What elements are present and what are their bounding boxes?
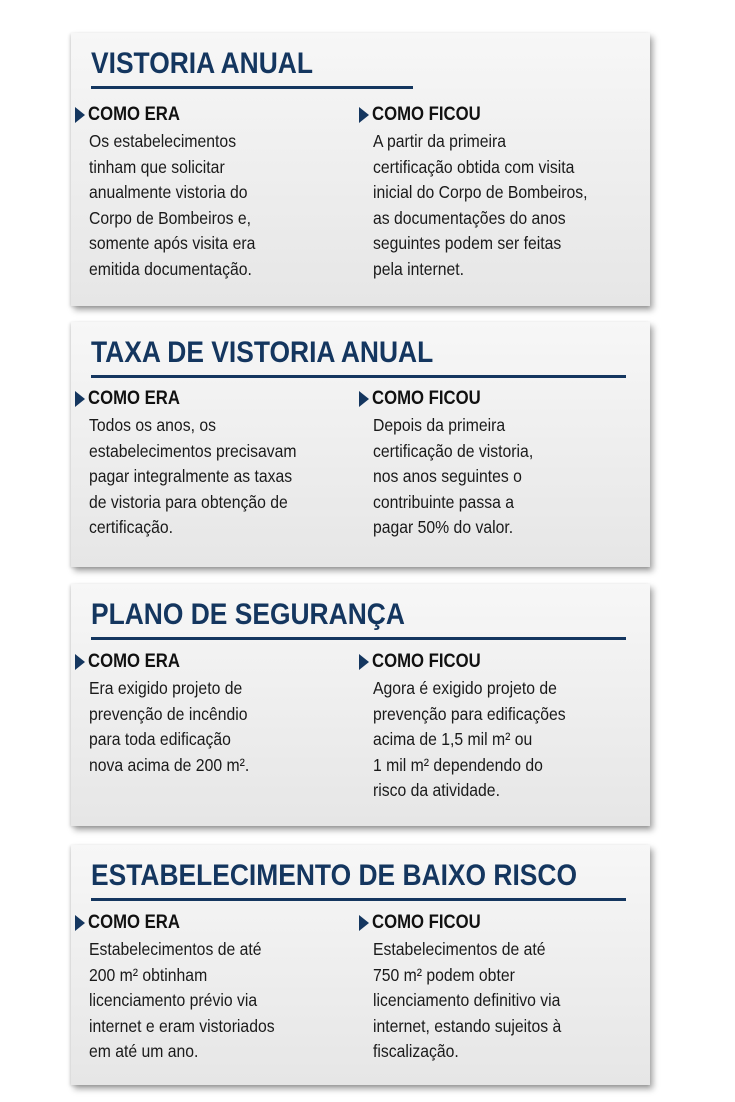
before-column [75, 650, 345, 778]
before-label: COMO ERA [88, 388, 180, 409]
after-label: COMO FICOU [372, 912, 481, 933]
triangle-bullet-icon [359, 107, 369, 123]
text-line: 200 m² obtinham [89, 964, 208, 985]
card-estabelecimento-de-baixo-risco [71, 845, 650, 1085]
text-line: pagar integralmente as taxas [89, 466, 293, 486]
before-column [75, 103, 345, 282]
triangle-bullet-icon [359, 915, 369, 931]
after-text [359, 937, 629, 1065]
before-label: COMO ERA [88, 651, 180, 672]
text-line: nova acima de 200 m². [89, 754, 250, 775]
triangle-bullet-icon [75, 915, 85, 931]
text-line: A partir da primeira [373, 131, 507, 151]
text-line: em até um ano. [89, 1041, 199, 1061]
text-line: certificação. [89, 517, 174, 537]
text-line: certificação obtida com visita [373, 156, 575, 177]
before-text [75, 676, 345, 778]
text-line: nos anos seguintes o [373, 466, 522, 486]
text-line: Todos os anos, os [89, 415, 216, 435]
text-line: Estabelecimentos de até [89, 939, 262, 959]
after-heading [359, 387, 629, 411]
before-column [75, 911, 345, 1065]
text-line: 750 m² podem obter [373, 964, 515, 985]
title-underline [91, 898, 626, 901]
text-line: Agora é exigido projeto de [373, 678, 557, 698]
triangle-bullet-icon [359, 654, 369, 670]
triangle-bullet-icon [359, 391, 369, 407]
before-label: COMO ERA [88, 104, 180, 125]
before-text [75, 937, 345, 1065]
after-label: COMO FICOU [372, 651, 481, 672]
card-vistoria-anual [71, 33, 650, 306]
card-taxa-de-vistoria-anual [71, 322, 650, 567]
text-line: acima de 1,5 mil m² ou [373, 729, 533, 749]
text-line: tinham que solicitar [89, 156, 225, 177]
after-column [359, 387, 629, 541]
text-line: fiscalização. [373, 1041, 459, 1061]
card-plano-de-seguranca [71, 584, 650, 826]
text-line: risco da atividade. [373, 780, 500, 800]
triangle-bullet-icon [75, 107, 85, 123]
triangle-bullet-icon [75, 654, 85, 670]
text-line: seguintes podem ser feitas [373, 233, 562, 253]
text-line: 1 mil m² dependendo do [373, 754, 543, 775]
before-heading [75, 387, 345, 411]
text-line: pela internet. [373, 258, 465, 279]
title-underline [91, 637, 626, 640]
text-line: Corpo de Bombeiros e, [89, 207, 251, 228]
after-text [359, 676, 629, 804]
after-label: COMO FICOU [372, 104, 481, 125]
section-title: VISTORIA ANUAL [91, 47, 313, 80]
section-title: PLANO DE SEGURANÇA [91, 598, 405, 631]
title-underline [91, 86, 413, 89]
text-line: pagar 50% do valor. [373, 517, 514, 537]
text-line: licenciamento definitivo via [373, 990, 561, 1010]
text-line: internet e eram vistoriados [89, 1015, 275, 1036]
after-text [359, 129, 629, 282]
section-title: TAXA DE VISTORIA ANUAL [91, 336, 434, 369]
after-column [359, 911, 629, 1065]
text-line: internet, estando sujeitos à [373, 1015, 562, 1036]
text-line: as documentações do anos [373, 207, 566, 228]
text-line: anualmente vistoria do [89, 182, 248, 202]
text-line: inicial do Corpo de Bombeiros, [373, 182, 588, 202]
text-line: Depois da primeira [373, 415, 506, 435]
text-line: para toda edificação [89, 729, 231, 749]
text-line: Era exigido projeto de [89, 678, 243, 698]
before-heading [75, 103, 345, 127]
text-line: prevenção de incêndio [89, 703, 248, 724]
after-label: COMO FICOU [372, 388, 481, 409]
text-line: emitida documentação. [89, 258, 252, 279]
after-heading [359, 650, 629, 674]
triangle-bullet-icon [75, 391, 85, 407]
text-line: de vistoria para obtenção de [89, 491, 288, 512]
text-line: licenciamento prévio via [89, 990, 258, 1010]
text-line: somente após visita era [89, 233, 256, 253]
before-heading [75, 911, 345, 935]
after-heading [359, 911, 629, 935]
section-title: ESTABELECIMENTO DE BAIXO RISCO [91, 859, 578, 892]
text-line: certificação de vistoria, [373, 440, 534, 461]
text-line: estabelecimentos precisavam [89, 440, 297, 461]
before-label: COMO ERA [88, 912, 180, 933]
text-line: prevenção para edificações [373, 703, 566, 724]
after-heading [359, 103, 629, 127]
after-text [359, 413, 629, 541]
before-text [75, 413, 345, 541]
after-column [359, 650, 629, 804]
after-column [359, 103, 629, 282]
before-heading [75, 650, 345, 674]
before-text [75, 129, 345, 282]
text-line: Os estabelecimentos [89, 131, 237, 151]
text-line: contribuinte passa a [373, 491, 514, 512]
text-line: Estabelecimentos de até [373, 939, 546, 959]
before-column [75, 387, 345, 541]
title-underline [91, 375, 626, 378]
